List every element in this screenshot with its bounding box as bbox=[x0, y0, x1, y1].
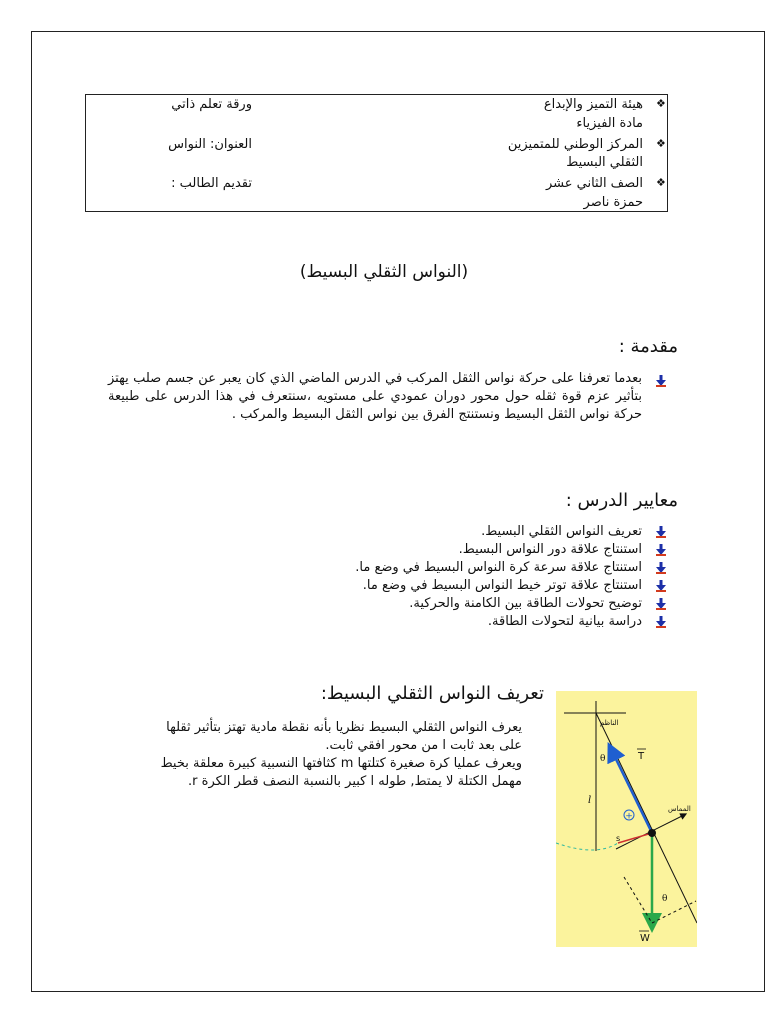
standards-list-item: تعريف النواس الثقلي البسيط. bbox=[481, 524, 642, 539]
label-length: l bbox=[588, 795, 592, 806]
standards-list-item: استنتاج علاقة توتر خيط النواس البسيط في وضع ما. bbox=[362, 578, 642, 593]
diamond-bullet-icon: ❖ bbox=[656, 137, 666, 150]
label-tension: T bbox=[638, 751, 645, 762]
definition-line: يعرف النواس الثقلي البسيط نظريا بأنه نقطة مادية تهتز بتأثير ثقلها bbox=[166, 720, 522, 735]
definition-line: ويعرف عمليا كرة صغيرة كتلتها m كثافتها النسبية كبيرة معلقة بخيط bbox=[160, 756, 522, 771]
label-arc: s bbox=[616, 834, 621, 843]
diamond-bullet-icon: ❖ bbox=[656, 176, 666, 189]
header-title-value: الثقلي البسيط bbox=[566, 155, 643, 170]
header-student-name: حمزة ناصر bbox=[583, 195, 643, 210]
intro-heading: مقدمة : bbox=[618, 336, 678, 357]
arrow-bullet-icon bbox=[656, 544, 666, 556]
arrow-bullet-icon bbox=[656, 526, 666, 538]
arc-segment bbox=[618, 833, 652, 843]
header-center: المركز الوطني للمتميزين bbox=[507, 137, 643, 152]
header-org: هيئة التميز والإبداع bbox=[543, 97, 643, 112]
arrow-bullet-icon bbox=[656, 562, 666, 574]
pendulum-bob bbox=[648, 829, 656, 837]
pendulum-diagram bbox=[556, 691, 697, 947]
page-title: (النواس الثقلي البسيط) bbox=[299, 262, 469, 282]
label-normal: الناظم bbox=[600, 719, 619, 727]
label-theta-top: θ bbox=[600, 754, 606, 764]
intro-text: بعدما تعرفنا على حركة نواس الثقل المركب في الدرس الماضي الذي كان يعبر عن جسم صلب يهتز بتأثير عزم قوة ثقله حول محور دوران عمودي على مستويه ،سنتعرف في هذا الدرس على طبيعة حركة نواس الثقل البسيط ونستنتج الفرق بين نواس الثقل البسيط والمركب . bbox=[108, 371, 642, 422]
definition-text bbox=[106, 719, 522, 791]
definition-line: مهمل الكتلة لا يمتط, طوله l كبير بالنسبة النصف قطر الكرة r. bbox=[188, 774, 522, 789]
arrow-bullet-icon bbox=[656, 580, 666, 592]
diamond-bullet-icon: ❖ bbox=[656, 97, 666, 110]
normal-axis bbox=[596, 713, 697, 923]
arrow-bullet-icon bbox=[656, 598, 666, 610]
header-student-label: تقديم الطالب : bbox=[171, 176, 252, 191]
standards-list-item: دراسة بيانية لتحولات الطاقة. bbox=[487, 614, 642, 629]
standards-heading: معايير الدرس : bbox=[565, 490, 678, 511]
standards-list-item: استنتاج علاقة دور النواس البسيط. bbox=[458, 542, 642, 557]
definition-line: على بعد ثابت l من محور افقي ثابت. bbox=[325, 738, 522, 753]
label-theta-bottom: θ bbox=[662, 894, 668, 904]
arrow-bullet-icon bbox=[656, 375, 666, 387]
label-tangent: المماس bbox=[668, 805, 691, 813]
standards-list-item: استنتاج علاقة سرعة كرة النواس البسيط في وضع ما. bbox=[355, 560, 642, 575]
header-subject: مادة الفيزياء bbox=[576, 116, 643, 131]
svg-text:+: + bbox=[625, 811, 633, 822]
arrow-bullet-icon bbox=[656, 616, 666, 628]
header-grade: الصف الثاني عشر bbox=[545, 176, 643, 191]
definition-heading: تعريف النواس الثقلي البسيط: bbox=[320, 683, 544, 704]
standards-list-item: توضيح تحولات الطاقة بين الكامنة والحركية. bbox=[409, 596, 642, 611]
header-title-label: العنوان: النواس bbox=[168, 137, 252, 152]
pendulum-figure bbox=[556, 691, 697, 947]
header-doc-type: ورقة تعلم ذاتي bbox=[171, 97, 252, 112]
label-weight: W bbox=[640, 933, 650, 944]
swing-arc bbox=[556, 843, 618, 850]
